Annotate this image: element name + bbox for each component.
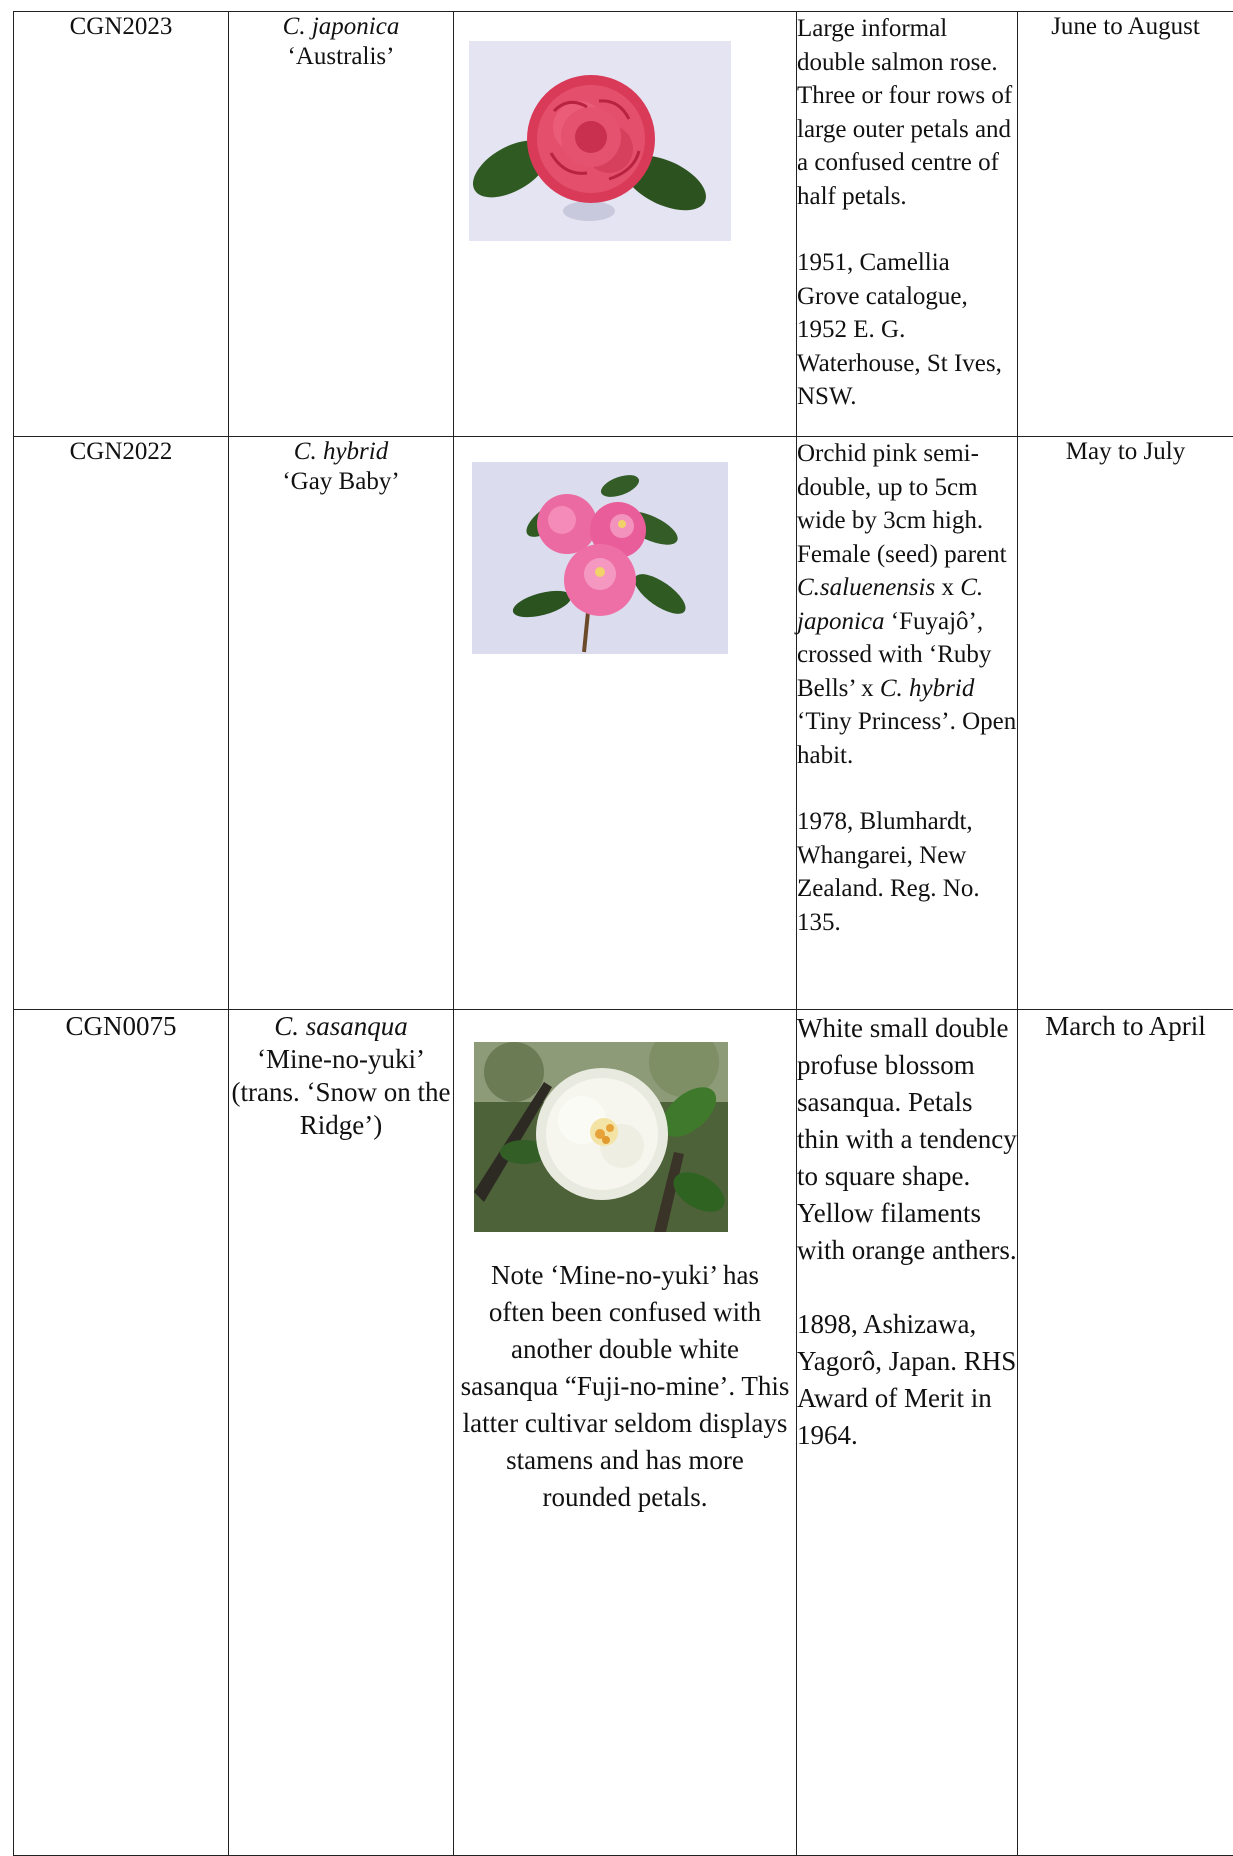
description-fragment: x <box>935 574 960 601</box>
species-name: C. sasanqua <box>229 1010 453 1043</box>
table-row <box>14 12 1233 437</box>
description-fragment: ‘Fuyajô’, crossed with ‘Ruby Bells’ x <box>797 608 991 702</box>
description-cell <box>797 437 1018 1010</box>
cultivar-name-cell <box>229 437 454 1010</box>
cultivar-name: ‘Mine-no-yuki’ <box>229 1043 453 1076</box>
description-text <box>797 437 1017 772</box>
description-fragment: Orchid pink semi-double, up to 5cm wide by 3cm high. Female (seed) parent <box>797 440 1007 568</box>
table-row <box>14 1010 1233 1856</box>
cultivar-note: Note ‘Mine-no-yuki’ has often been confused with another double white sasanqua “Fuji-no-mine’. This latter cultivar seldom displays stamens and has more rounded petals. <box>460 1257 790 1516</box>
species-name: C. hybrid <box>229 437 453 467</box>
cultivar-translation: (trans. ‘Snow on the Ridge’) <box>229 1076 453 1142</box>
description-fragment: ‘Tiny Princess’. Open habit. <box>797 708 1016 769</box>
flowering-period: March to April <box>1018 1010 1233 1856</box>
table-row <box>14 437 1233 1010</box>
photo-cell <box>454 437 797 1010</box>
cultivar-name-cell <box>229 12 454 437</box>
flowering-period: June to August <box>1018 12 1233 437</box>
camellia-photo-white-sasanqua <box>474 1042 728 1232</box>
cultivar-name: ‘Gay Baby’ <box>229 467 453 497</box>
description-cell <box>797 12 1018 437</box>
cultivar-register-table <box>13 11 1233 1856</box>
cultivar-name: ‘Australis’ <box>229 42 453 72</box>
flowering-period: May to July <box>1018 437 1233 1010</box>
species-ref: C. japonica <box>797 574 983 635</box>
photo-cell <box>454 12 797 437</box>
camellia-photo-salmon-rose <box>469 41 731 241</box>
camellia-photo-orchid-pink <box>472 462 728 654</box>
origin-text: 1978, Blumhardt, Whangarei, New Zealand. Reg. No. 135. <box>797 805 1017 939</box>
origin-text: 1898, Ashizawa, Yagorô, Japan. RHS Award of Merit in 1964. <box>797 1306 1017 1454</box>
description-text: Large informal double salmon rose. Three or four rows of large outer petals and a confused centre of half petals. <box>797 12 1017 213</box>
description-text: White small double profuse blossom sasanqua. Petals thin with a tendency to square shape. Yellow filaments with orange anthers. <box>797 1010 1017 1269</box>
species-ref: C. hybrid <box>880 675 974 702</box>
accession-id: CGN2023 <box>14 12 229 437</box>
description-cell <box>797 1010 1018 1856</box>
photo-cell <box>454 1010 797 1856</box>
accession-id: CGN0075 <box>14 1010 229 1856</box>
species-ref: C.saluenensis <box>797 574 935 601</box>
cultivar-name-cell <box>229 1010 454 1856</box>
species-name: C. japonica <box>229 12 453 42</box>
origin-text: 1951, Camellia Grove catalogue, 1952 E. G. Waterhouse, St Ives, NSW. <box>797 246 1017 414</box>
accession-id: CGN2022 <box>14 437 229 1010</box>
